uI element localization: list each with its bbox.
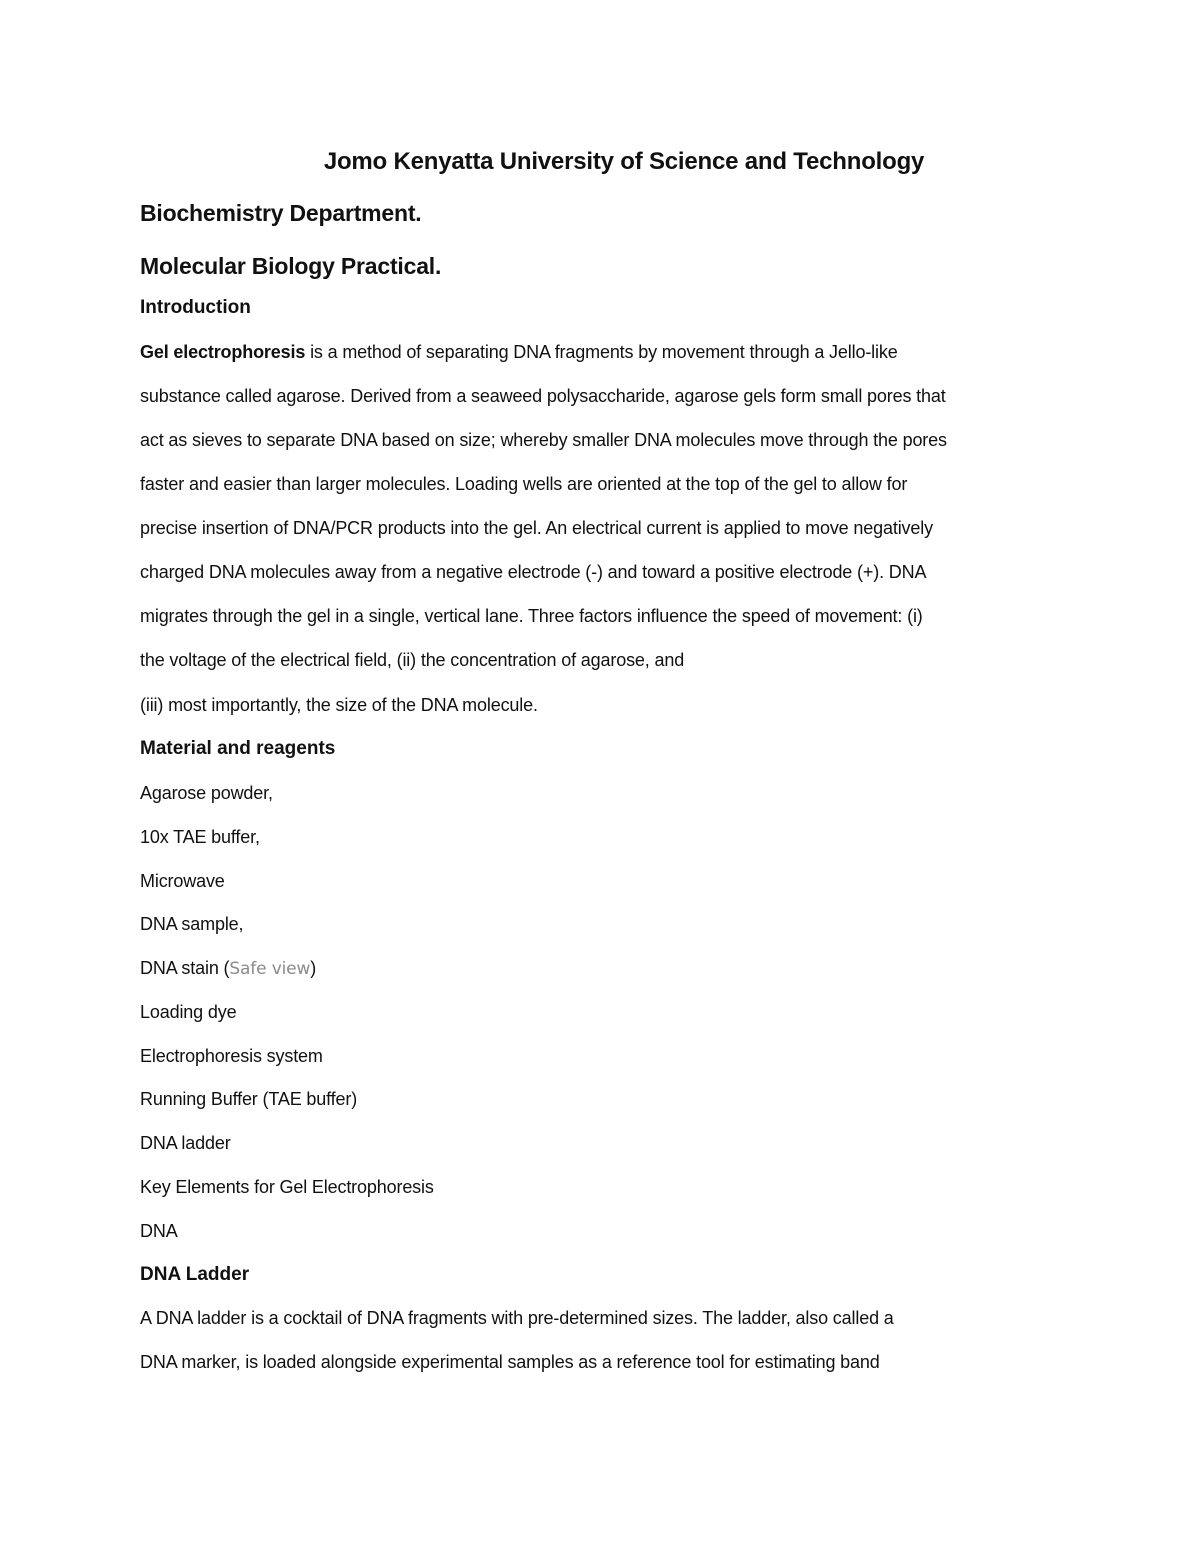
material-item: Electrophoresis system	[140, 1046, 323, 1066]
intro-line-8: the voltage of the electrical field, (ii) the concentration of agarose, and	[140, 650, 685, 670]
material-item: DNA	[140, 1221, 178, 1241]
intro-line-4: faster and easier than larger molecules. Loading wells are oriented at the top of the gel to allow for	[140, 474, 908, 494]
safe-view-note: Safe view	[229, 959, 311, 979]
intro-line-2: substance called agarose. Derived from a seaweed polysaccharide, agarose gels form small pores that	[140, 386, 946, 406]
material-item: DNA sample,	[140, 914, 244, 934]
material-item: Running Buffer (TAE buffer)	[140, 1089, 358, 1109]
university-title: Jomo Kenyatta University of Science and Technology	[323, 148, 925, 175]
intro-line-1-text: is a method of separating DNA fragments by movement through a Jello-like	[305, 342, 898, 362]
intro-line-7: migrates through the gel in a single, vertical lane. Three factors influence the speed of movement: (i)	[140, 606, 923, 626]
dna-ladder-line-2: DNA marker, is loaded alongside experimental samples as a reference tool for estimating band	[140, 1352, 880, 1372]
intro-line-6: charged DNA molecules away from a negative electrode (-) and toward a positive electrode (+). DNA	[140, 562, 927, 582]
material-item: 10x TAE buffer,	[140, 827, 260, 847]
department-heading: Biochemistry Department.	[140, 200, 422, 226]
dna-ladder-line-1: A DNA ladder is a cocktail of DNA fragments with pre-determined sizes. The ladder, also called a	[140, 1308, 894, 1328]
materials-heading: Material and reagents	[140, 738, 336, 759]
course-heading: Molecular Biology Practical.	[140, 253, 442, 279]
introduction-heading: Introduction	[140, 297, 251, 318]
intro-line-3: act as sieves to separate DNA based on size; whereby smaller DNA molecules move through the pores	[140, 430, 947, 450]
material-item: Microwave	[140, 871, 225, 891]
intro-line-9: (iii) most importantly, the size of the DNA molecule.	[140, 695, 538, 715]
material-item-dna-stain	[140, 958, 316, 979]
material-item: Agarose powder,	[140, 783, 273, 803]
dna-stain-close: )	[310, 958, 317, 978]
material-item: Key Elements for Gel Electrophoresis	[140, 1177, 434, 1197]
dna-ladder-heading: DNA Ladder	[140, 1264, 250, 1285]
material-item: DNA ladder	[140, 1133, 231, 1153]
intro-line-1	[140, 342, 898, 363]
term-gel-electrophoresis: Gel electrophoresis	[140, 342, 306, 362]
material-item: Loading dye	[140, 1002, 237, 1022]
dna-stain-label: DNA stain (	[140, 958, 230, 978]
intro-line-5: precise insertion of DNA/PCR products into the gel. An electrical current is applied to move negatively	[140, 518, 933, 538]
